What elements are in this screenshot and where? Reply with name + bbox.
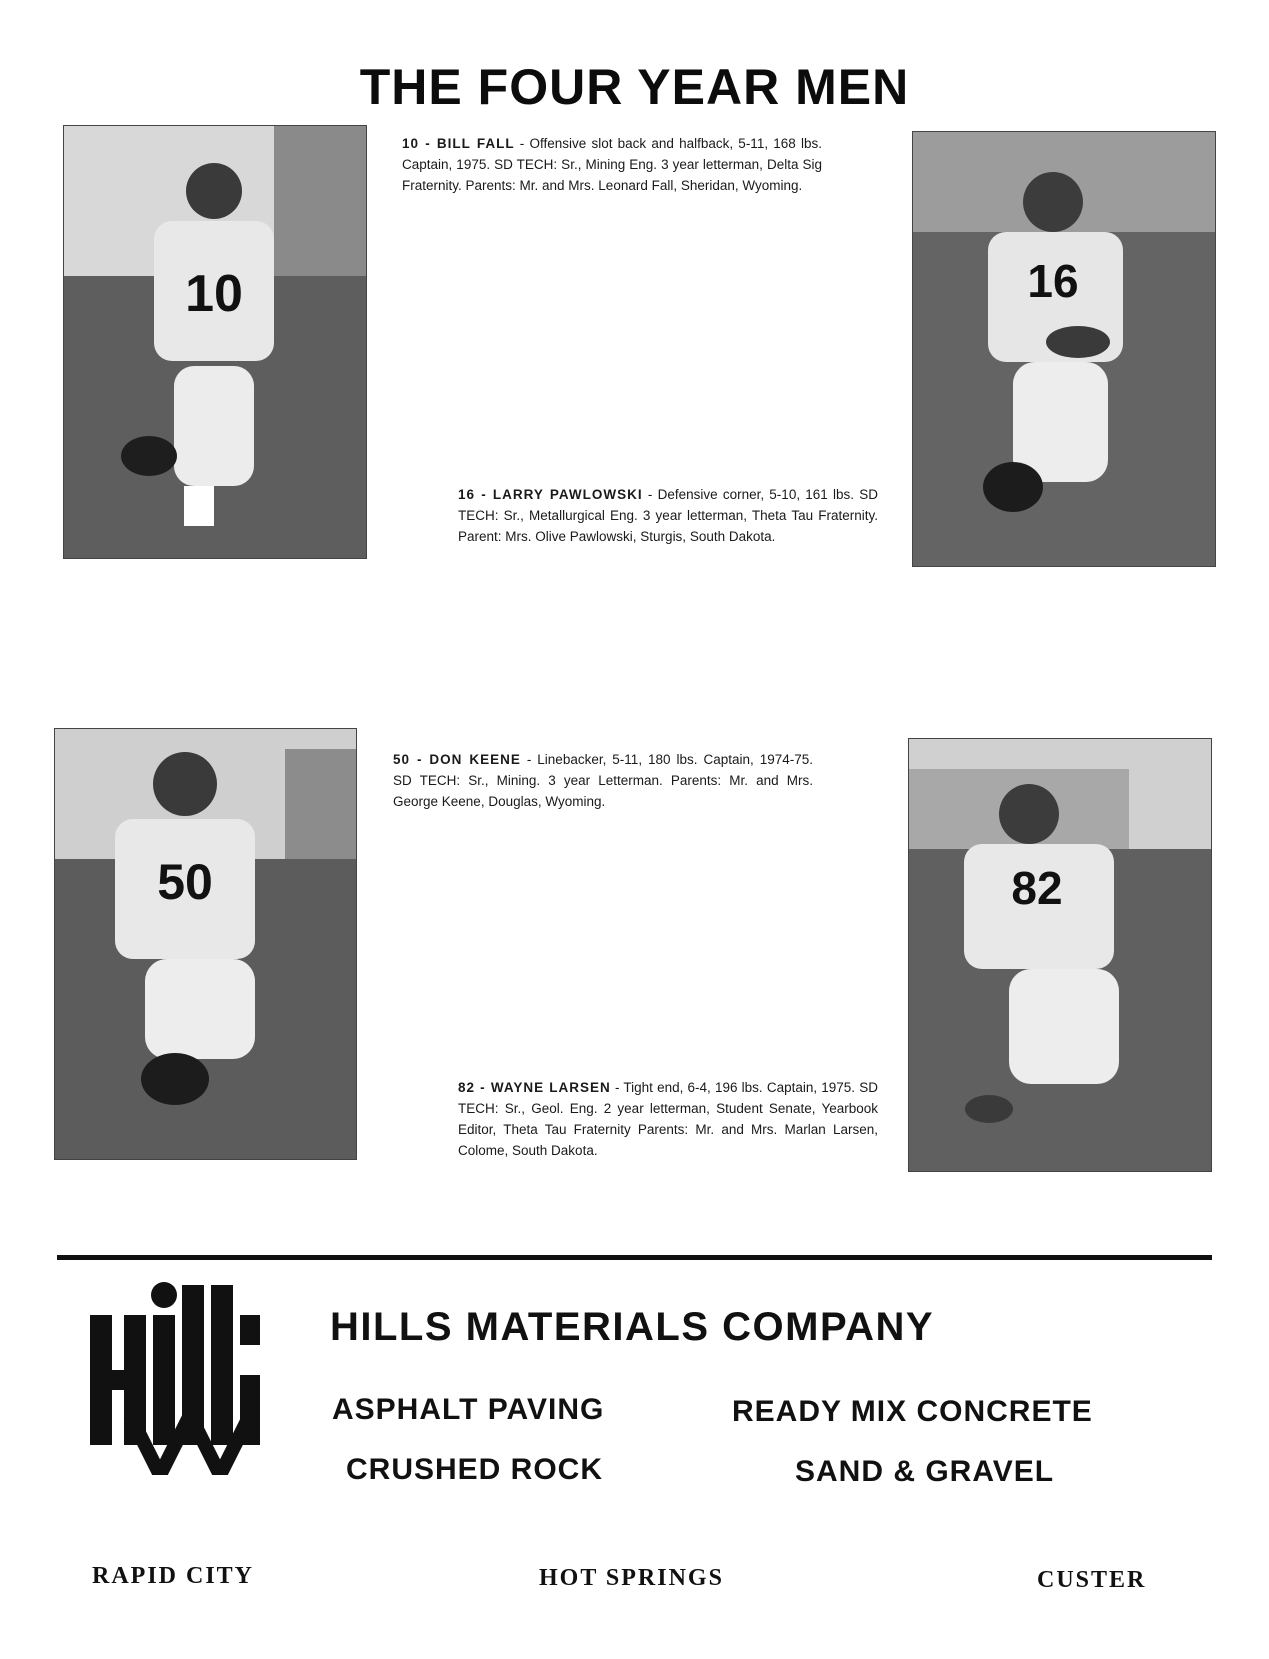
hills-logo-mark [90, 1275, 260, 1475]
service-ready-mix-concrete: READY MIX CONCRETE [732, 1395, 1093, 1428]
page-title: THE FOUR YEAR MEN [359, 59, 910, 115]
player-caption-16 [458, 484, 878, 547]
jersey-number: 50 [157, 854, 213, 910]
player-bio: - Offensive slot back and halfback, 5-11, 168 lbs. Captain, 1975. SD TECH: Sr., Mining Eng. 3 year letterman, Delta Sig Fraternity. Parents: Mr. and Mrs. Leonard Fall, Sheridan, Wyoming. [402, 136, 822, 193]
player-silhouette [55, 729, 356, 1159]
service-asphalt-paving: ASPHALT PAVING [332, 1393, 605, 1426]
player-bio: - Linebacker, 5-11, 180 lbs. Captain, 1974-75. SD TECH: Sr., Mining. 3 year Letterman. Parents: Mr. and Mrs. George Keene, Douglas, Wyoming. [393, 752, 813, 809]
town-rapid-city: RAPID CITY [92, 1563, 255, 1589]
player-silhouette [64, 126, 366, 558]
divider-rule [57, 1255, 1212, 1260]
player-name: 16 - LARRY PAWLOWSKI [458, 487, 643, 502]
service-sand-gravel: SAND & GRAVEL [795, 1455, 1055, 1488]
player-photo-16 [912, 131, 1216, 567]
company-name: HILLS MATERIALS COMPANY [330, 1305, 935, 1349]
player-photo-10 [63, 125, 367, 559]
player-photo-82 [908, 738, 1212, 1172]
player-caption-82 [458, 1077, 878, 1161]
player-silhouette [909, 739, 1211, 1171]
jersey-number: 82 [1011, 862, 1063, 914]
player-name: 82 - WAYNE LARSEN [458, 1080, 611, 1095]
player-photo-50 [54, 728, 357, 1160]
jersey-number: 16 [1027, 255, 1079, 307]
jersey-number: 10 [185, 265, 243, 323]
player-name: 50 - DON KEENE [393, 752, 521, 767]
player-bio: - Tight end, 6-4, 196 lbs. Captain, 1975. SD TECH: Sr., Geol. Eng. 2 year letterman, Student Senate, Yearbook Editor, Theta Tau Fraternity Parents: Mr. and Mrs. Marlan Larsen, Colome, South Dakota. [458, 1080, 878, 1158]
player-silhouette [913, 132, 1215, 566]
town-hot-springs: HOT SPRINGS [539, 1565, 724, 1591]
player-caption-50 [393, 749, 813, 812]
player-name: 10 - BILL FALL [402, 136, 515, 151]
hills-logo [90, 1275, 260, 1475]
player-caption-10 [402, 133, 822, 196]
player-bio: - Defensive corner, 5-10, 161 lbs. SD TECH: Sr., Metallurgical Eng. 3 year letterman, Theta Tau Fraternity. Parent: Mrs. Olive Pawlowski, Sturgis, South Dakota. [458, 487, 878, 544]
town-custer: CUSTER [1037, 1567, 1147, 1593]
service-crushed-rock: CRUSHED ROCK [346, 1453, 604, 1486]
